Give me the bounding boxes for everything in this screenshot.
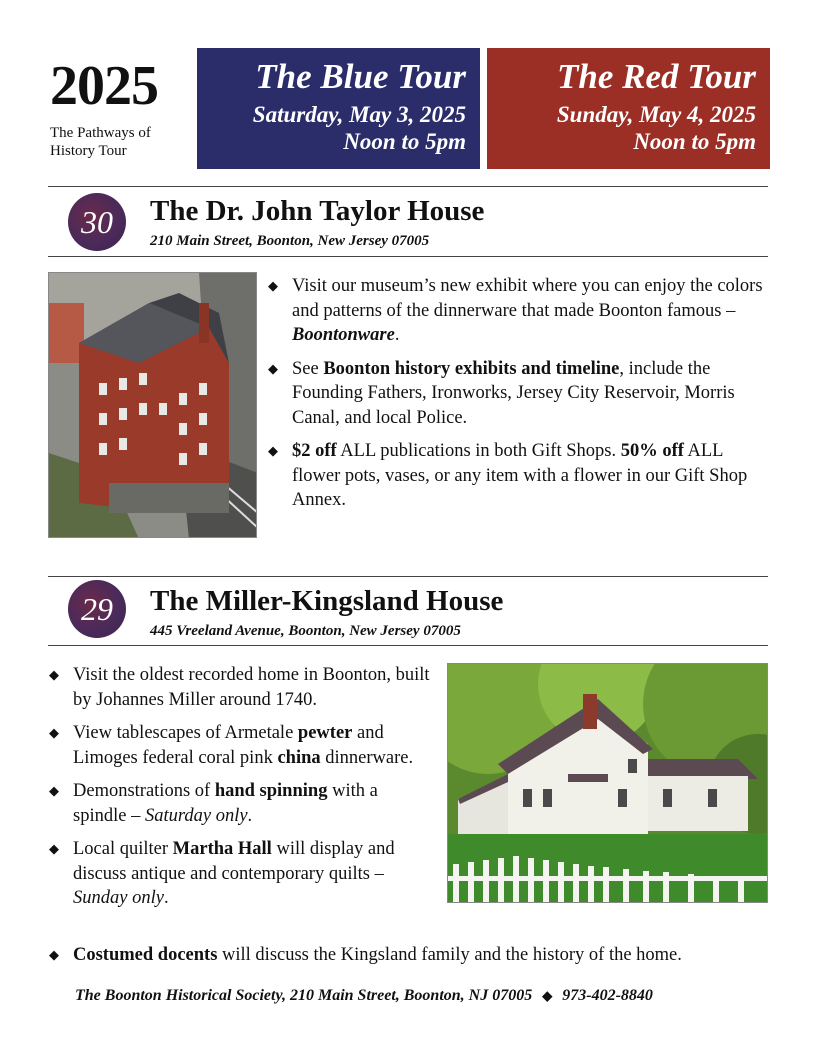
divider <box>48 256 768 257</box>
text-run: , include the Founding Fathers, Ironworks, Jersey City Reservoir, Morris Canal, and local Police. <box>292 358 735 428</box>
text-run: ALL publications in both Gift Shops. <box>336 441 621 461</box>
text-run: Local quilter <box>73 839 173 859</box>
house-title: The Dr. John Taylor House <box>150 195 485 227</box>
divider <box>48 645 768 646</box>
list-item <box>268 357 768 431</box>
text-run: Sunday only <box>73 888 164 908</box>
house2-wide-bullet <box>49 943 779 977</box>
list-item <box>49 663 434 712</box>
footer-society: The Boonton Historical Society, 210 Main Street, Boonton, NJ 07005 <box>75 987 533 1004</box>
blue-tour-name: The Blue Tour <box>255 57 466 96</box>
bullet-diamond-icon: ◆ <box>49 725 59 740</box>
blue-tour-date: Saturday, May 3, 2025 <box>252 102 466 127</box>
text-run: dinnerware. <box>320 747 414 768</box>
text-run: See <box>292 358 324 379</box>
text-run: Boonton history exhibits and timeline <box>323 358 620 379</box>
bullet-diamond-icon: ◆ <box>49 667 59 682</box>
subtitle-line-1: The Pathways of <box>50 125 151 141</box>
text-run: china <box>277 747 321 768</box>
bullet-text <box>73 665 430 710</box>
text-run: View tablescapes of Armetale <box>73 723 298 743</box>
footer-separator-icon: ◆ <box>542 988 553 1003</box>
divider <box>48 186 768 187</box>
text-run: $2 off <box>292 441 337 461</box>
text-run: pewter <box>297 723 353 743</box>
list-item <box>49 779 434 828</box>
red-tour-name: The Red Tour <box>556 57 756 96</box>
bullet-diamond-icon: ◆ <box>49 947 59 962</box>
text-run: Visit the oldest recorded home in Boonton, built by Johannes Miller around 1740. <box>73 665 430 710</box>
text-run: ALL flower pots, vases, or any item with a flower in our Gift Shop Annex. <box>292 441 748 510</box>
text-run: with a spindle – <box>73 781 378 826</box>
house-address: 445 Vreeland Avenue, Boonton, New Jersey 07005 <box>150 623 461 639</box>
house-number-badge: 29 <box>68 580 126 638</box>
house-title: The Miller-Kingsland House <box>150 585 504 617</box>
footer-phone: 973-402-8840 <box>562 987 653 1004</box>
divider <box>48 576 768 577</box>
house-address: 210 Main Street, Boonton, New Jersey 07005 <box>150 233 430 249</box>
text-run: 50% off <box>620 441 684 461</box>
year-title: 2025 <box>50 55 158 117</box>
house-number-badge: 30 <box>68 193 126 251</box>
bullet-diamond-icon: ◆ <box>49 783 59 798</box>
house2-bullets <box>49 663 434 920</box>
text-run: hand spinning <box>214 781 328 801</box>
miller-kingsland-house-photo <box>447 663 768 903</box>
bullet-diamond-icon: ◆ <box>49 841 59 856</box>
red-tour-box <box>487 48 770 169</box>
footer <box>75 986 755 1006</box>
list-item <box>268 439 768 513</box>
taylor-house-photo <box>48 272 257 538</box>
text-run: Visit our museum’s new exhibit where you can enjoy the colors and patterns of the dinnerware that made Boonton famous – <box>292 276 763 321</box>
subtitle-line-2: History Tour <box>50 143 127 159</box>
tour-subtitle <box>50 124 190 160</box>
bullet-text <box>73 723 413 768</box>
blue-tour-time: Noon to 5pm <box>343 129 466 154</box>
text-run: Costumed docents <box>73 945 218 965</box>
bullet-text <box>73 781 378 826</box>
text-run: . <box>394 325 400 345</box>
bullet-text <box>292 441 747 510</box>
text-run: Martha Hall <box>172 839 272 859</box>
bullet-diamond-icon: ◆ <box>268 443 278 458</box>
taylor-house-image <box>49 273 257 538</box>
text-run: . <box>247 805 253 826</box>
list-item <box>49 943 779 968</box>
text-run: Saturday only <box>144 805 248 826</box>
bullet-text <box>292 276 763 345</box>
text-run: will discuss the Kingsland family and the history of the home. <box>217 945 682 965</box>
house1-bullets <box>268 274 768 522</box>
blue-tour-box <box>197 48 480 169</box>
list-item <box>268 274 768 348</box>
red-tour-time: Noon to 5pm <box>633 129 756 154</box>
text-run: Boontonware <box>292 325 395 345</box>
list-item <box>49 837 434 911</box>
red-tour-date: Sunday, May 4, 2025 <box>556 102 756 127</box>
list-item <box>49 721 434 770</box>
bullet-diamond-icon: ◆ <box>268 278 278 293</box>
bullet-text <box>292 359 735 428</box>
text-run: . <box>163 888 169 908</box>
bullet-text <box>73 839 395 908</box>
bullet-text <box>73 945 682 965</box>
bullet-diamond-icon: ◆ <box>268 360 278 376</box>
text-run: and Limoges federal coral pink <box>73 723 384 768</box>
miller-kingsland-house-image <box>448 664 768 903</box>
text-run: Demonstrations of <box>73 781 215 801</box>
text-run: will display and discuss antique and contemporary quilts – <box>73 839 395 884</box>
